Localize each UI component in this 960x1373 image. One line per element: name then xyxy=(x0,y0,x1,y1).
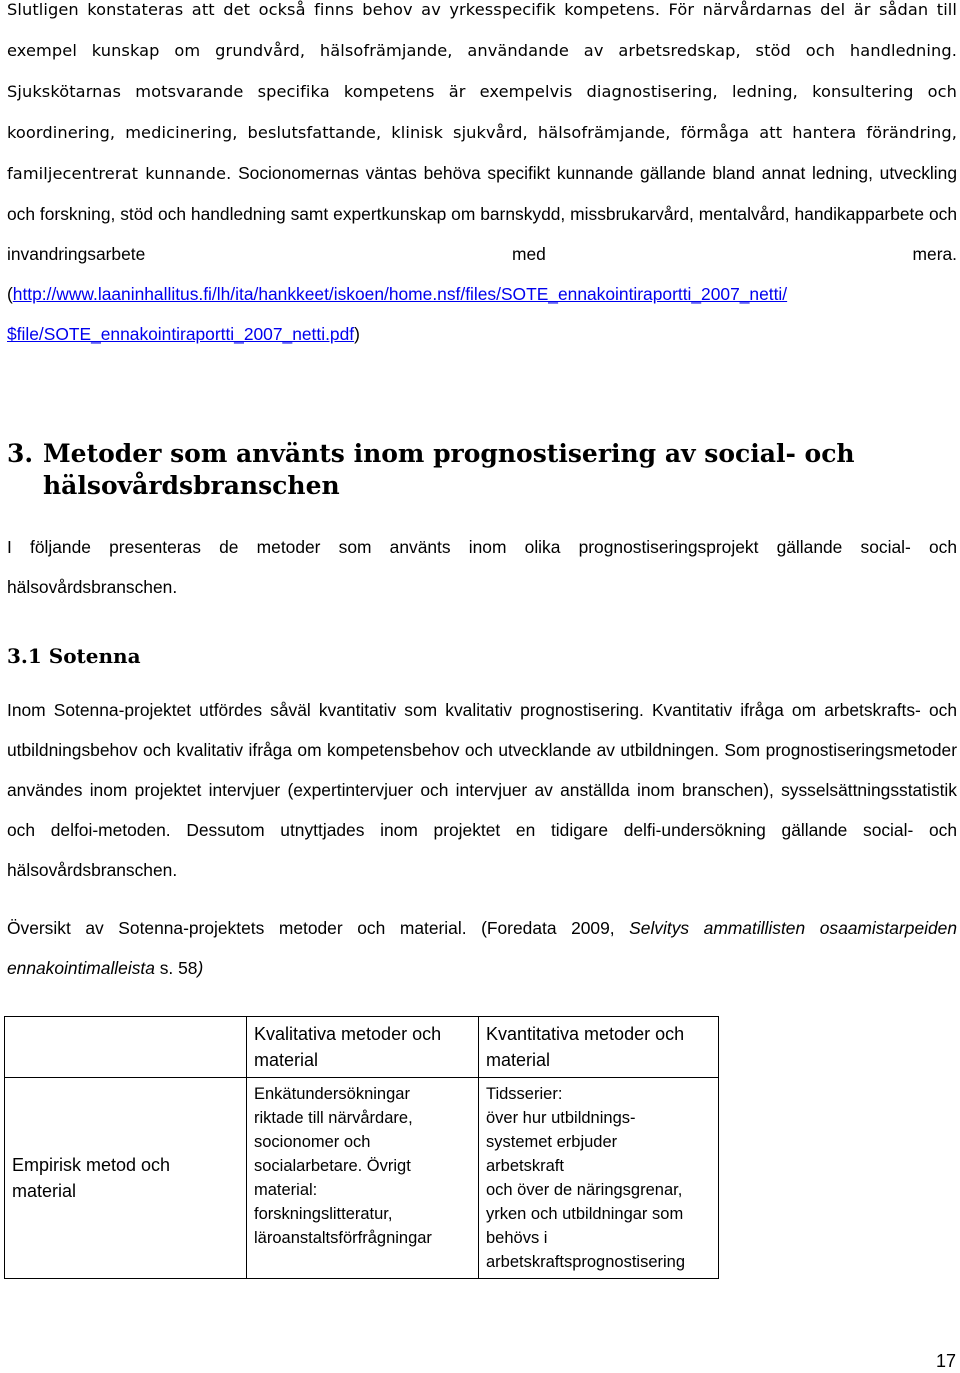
methods-table xyxy=(4,1016,719,1279)
qualitative-text: Enkätundersökningar riktade till närvårdare, socionomer och socialarbetare. Övrigt material: forskningslitteratur, läroanstaltsförfrågningar xyxy=(254,1085,432,1247)
cell-quantitative xyxy=(479,1078,719,1279)
section-intro-paragraph: I följande presenteras de metoder som använts inom olika prognostiseringsprojekt gällande social- och hälsovårdsbranschen. xyxy=(7,537,957,597)
header-quantitative: Kvantitativa metoder och material xyxy=(479,1017,719,1078)
intro-text-3: Socionomernas väntas behöva specifikt kunnande gällande bland annat ledning, utveckling och forskning, stöd och handledning samt expertkunskap om barnskydd, missbrukarvård, mentalvård, handikapparbete och invandringsarbete med mera. xyxy=(7,163,957,264)
report-link[interactable]: http://www.laaninhallitus.fi/lh/ita/hankkeet/iskoen/home.nsf/files/SOTE_ennakointiraportti_2007_netti/ $file/SOTE_ennakointiraportti_2007_netti.pdf xyxy=(7,284,788,344)
link-open-paren: ( xyxy=(7,284,13,304)
section-number: 3. xyxy=(7,439,34,468)
subsection-number: 3.1 xyxy=(7,644,42,668)
overview-italic-title: Selvitys ammatillisten osaamistarpeiden ennakointimalleista xyxy=(7,918,957,978)
overview-close: ) xyxy=(197,958,204,978)
subsection-title: Sotenna xyxy=(48,644,141,668)
intro-text-2: Sjukskötarnas motsvarande specifika kompetens är exempelvis diagnostisering, ledning, konsultering och koordinering, medicinering, beslutsfattande, klinisk sjukvård, hälsofrämjande, förmåga att hantera förändring, familjecentrerat kunnande. xyxy=(7,82,957,183)
section-heading xyxy=(7,438,957,502)
table-row xyxy=(5,1078,719,1279)
cell-qualitative xyxy=(247,1078,479,1279)
overview-page: s. 58 xyxy=(154,958,198,978)
overview-caption xyxy=(7,908,957,988)
header-qualitative: Kvalitativa metoder och material xyxy=(247,1017,479,1078)
table-header-row xyxy=(5,1017,719,1078)
overview-prefix: Översikt av Sotenna-projektets metoder och material. (Foredata 2009, xyxy=(7,918,630,938)
intro-text-1: Slutligen konstateras att det också finns behov av yrkesspecifik kompetens. För närvårdarnas del är sådan till exempel kunskap om grundvård, hälsofrämjande, användande av arbetsredskap, stöd och handledning. xyxy=(7,0,957,60)
page-number: 17 xyxy=(935,1351,956,1371)
section-title-line2: hälsovårdsbranschen xyxy=(43,471,340,500)
table-corner-cell xyxy=(5,1017,247,1078)
row-label-empirical: Empirisk metod och material xyxy=(5,1078,247,1279)
quantitative-text: Tidsserier: över hur utbildnings- systemet erbjuder arbetskraft och över de näringsgrenar, yrken och utbildningar som behövs i arbetskraftsprognostisering xyxy=(486,1085,686,1271)
link-close-paren: ) xyxy=(354,324,360,344)
subsection-heading xyxy=(7,641,141,671)
intro-paragraph xyxy=(7,0,957,354)
sotenna-paragraph: Inom Sotenna-projektet utfördes såväl kvantitativ som kvalitativ prognostisering. Kvantitativ ifråga om arbetskrafts- och utbildningsbehov och kvalitativ ifråga om kompetensbehov och utvecklande av utbildningen. Som prognostiseringsmetoder användes inom projektet intervjuer (expertintervjuer och intervjuer av anställda inom branschen), sysselsättningsstatistik och delfoi-metoden. Dessutom utnyttjades inom projektet en tidigare delfi-undersökning gällande social- och hälsovårdsbranschen. xyxy=(7,700,957,880)
section-title-line1: Metoder som använts inom prognostisering av social- och xyxy=(43,439,855,468)
